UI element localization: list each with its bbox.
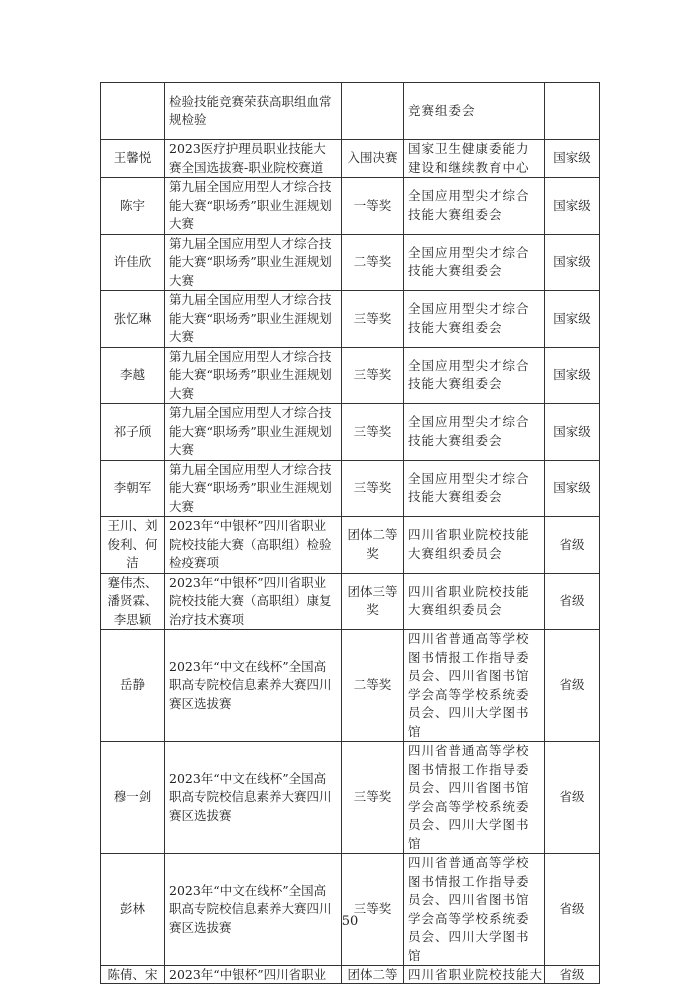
award-cell: 三等奖 bbox=[342, 854, 404, 966]
level-cell: 国家级 bbox=[545, 140, 600, 178]
award-cell: 三等奖 bbox=[342, 460, 404, 517]
competition-cell: 2023医疗护理员职业技能大赛全国选拔赛-职业院校赛道 bbox=[165, 140, 342, 178]
level-cell: 省级 bbox=[545, 573, 600, 630]
organizer-cell: 全国应用型尖才综合技能大赛组委会 bbox=[404, 291, 545, 348]
organizer-cell: 全国应用型尖才综合技能大赛组委会 bbox=[404, 460, 545, 517]
participant-name-cell bbox=[101, 83, 165, 140]
participant-name-cell: 陈宇 bbox=[101, 178, 165, 235]
organizer-cell: 国家卫生健康委能力建设和继续教育中心 bbox=[404, 140, 545, 178]
organizer-cell: 竞赛组委会 bbox=[404, 83, 545, 140]
organizer-cell: 四川省普通高等学校图书情报工作指导委员会、四川省图书馆学会高等学校系统委员会、四川大学图书馆 bbox=[404, 630, 545, 742]
participant-name-cell: 彭林 bbox=[101, 854, 165, 966]
level-cell: 省级 bbox=[545, 630, 600, 742]
award-cell: 团体三等奖 bbox=[342, 573, 404, 630]
competition-cell: 第九届全国应用型人才综合技能大赛“职场秀”职业生涯规划大赛 bbox=[165, 178, 342, 235]
competition-cell: 第九届全国应用型人才综合技能大赛“职场秀”职业生涯规划大赛 bbox=[165, 404, 342, 461]
table-row bbox=[101, 140, 600, 178]
organizer-cell: 四川省普通高等学校图书情报工作指导委员会、四川省图书馆学会高等学校系统委员会、四川大学图书馆 bbox=[404, 854, 545, 966]
competition-cell: 2023年“中文在线杯”全国高职高专院校信息素养大赛四川赛区选拔赛 bbox=[165, 854, 342, 966]
competition-cell: 2023年“中文在线杯”全国高职高专院校信息素养大赛四川赛区选拔赛 bbox=[165, 742, 342, 854]
award-cell: 三等奖 bbox=[342, 404, 404, 461]
table-row bbox=[101, 291, 600, 348]
participant-name-cell: 蹇伟杰、潘贤霖、李思颖 bbox=[101, 573, 165, 630]
level-cell: 省级 bbox=[545, 742, 600, 854]
level-cell: 国家级 bbox=[545, 234, 600, 291]
level-cell: 省级 bbox=[545, 966, 600, 984]
table-row bbox=[101, 234, 600, 291]
organizer-cell: 四川省普通高等学校图书情报工作指导委员会、四川省图书馆学会高等学校系统委员会、四川大学图书馆 bbox=[404, 742, 545, 854]
participant-name-cell: 张忆琳 bbox=[101, 291, 165, 348]
award-cell: 入围决赛 bbox=[342, 140, 404, 178]
award-cell: 团体二等奖 bbox=[342, 517, 404, 574]
table-row bbox=[101, 854, 600, 966]
award-cell: 一等奖 bbox=[342, 178, 404, 235]
level-cell: 国家级 bbox=[545, 178, 600, 235]
table-row bbox=[101, 460, 600, 517]
level-cell: 省级 bbox=[545, 854, 600, 966]
page-number: 50 bbox=[341, 914, 359, 929]
award-cell: 二等奖 bbox=[342, 630, 404, 742]
level-cell: 国家级 bbox=[545, 460, 600, 517]
organizer-cell: 四川省职业院校技能大赛组织委员会 bbox=[404, 573, 545, 630]
participant-name-cell: 岳静 bbox=[101, 630, 165, 742]
competition-cell: 第九届全国应用型人才综合技能大赛“职场秀”职业生涯规划大赛 bbox=[165, 234, 342, 291]
awards-table bbox=[100, 82, 600, 984]
award-cell bbox=[342, 83, 404, 140]
organizer-cell: 全国应用型尖才综合技能大赛组委会 bbox=[404, 178, 545, 235]
awards-table-body bbox=[101, 83, 600, 984]
table-row bbox=[101, 347, 600, 404]
table-row bbox=[101, 178, 600, 235]
competition-cell: 第九届全国应用型人才综合技能大赛“职场秀”职业生涯规划大赛 bbox=[165, 291, 342, 348]
award-cell: 二等奖 bbox=[342, 234, 404, 291]
level-cell: 国家级 bbox=[545, 291, 600, 348]
level-cell: 国家级 bbox=[545, 347, 600, 404]
award-cell: 团体二等 bbox=[342, 966, 404, 984]
table-row bbox=[101, 573, 600, 630]
level-cell bbox=[545, 83, 600, 140]
competition-cell: 检验技能竞赛荣获高职组血常规检验 bbox=[165, 83, 342, 140]
level-cell: 国家级 bbox=[545, 404, 600, 461]
competition-cell: 2023年“中银杯”四川省职业 bbox=[165, 966, 342, 984]
award-cell: 三等奖 bbox=[342, 291, 404, 348]
organizer-cell: 四川省职业院校技能大 bbox=[404, 966, 545, 984]
participant-name-cell: 王川、刘俊利、何洁 bbox=[101, 517, 165, 574]
participant-name-cell: 许佳欣 bbox=[101, 234, 165, 291]
table-row bbox=[101, 517, 600, 574]
level-cell: 省级 bbox=[545, 517, 600, 574]
participant-name-cell: 祁子颀 bbox=[101, 404, 165, 461]
participant-name-cell: 陈倩、宋 bbox=[101, 966, 165, 984]
competition-cell: 第九届全国应用型人才综合技能大赛“职场秀”职业生涯规划大赛 bbox=[165, 460, 342, 517]
competition-cell: 2023年“中银杯”四川省职业院校技能大赛（高职组）康复治疗技术赛项 bbox=[165, 573, 342, 630]
organizer-cell: 全国应用型尖才综合技能大赛组委会 bbox=[404, 347, 545, 404]
participant-name-cell: 王馨悦 bbox=[101, 140, 165, 178]
competition-cell: 2023年“中文在线杯”全国高职高专院校信息素养大赛四川赛区选拔赛 bbox=[165, 630, 342, 742]
organizer-cell: 全国应用型尖才综合技能大赛组委会 bbox=[404, 234, 545, 291]
organizer-cell: 全国应用型尖才综合技能大赛组委会 bbox=[404, 404, 545, 461]
table-row bbox=[101, 742, 600, 854]
competition-cell: 2023年“中银杯”四川省职业院校技能大赛（高职组）检验检疫赛项 bbox=[165, 517, 342, 574]
table-row bbox=[101, 630, 600, 742]
award-cell: 三等奖 bbox=[342, 347, 404, 404]
participant-name-cell: 李朝军 bbox=[101, 460, 165, 517]
award-cell: 三等奖 bbox=[342, 742, 404, 854]
competition-cell: 第九届全国应用型人才综合技能大赛“职场秀”职业生涯规划大赛 bbox=[165, 347, 342, 404]
participant-name-cell: 穆一剑 bbox=[101, 742, 165, 854]
table-row bbox=[101, 966, 600, 984]
table-row bbox=[101, 83, 600, 140]
organizer-cell: 四川省职业院校技能大赛组织委员会 bbox=[404, 517, 545, 574]
participant-name-cell: 李越 bbox=[101, 347, 165, 404]
table-row bbox=[101, 404, 600, 461]
